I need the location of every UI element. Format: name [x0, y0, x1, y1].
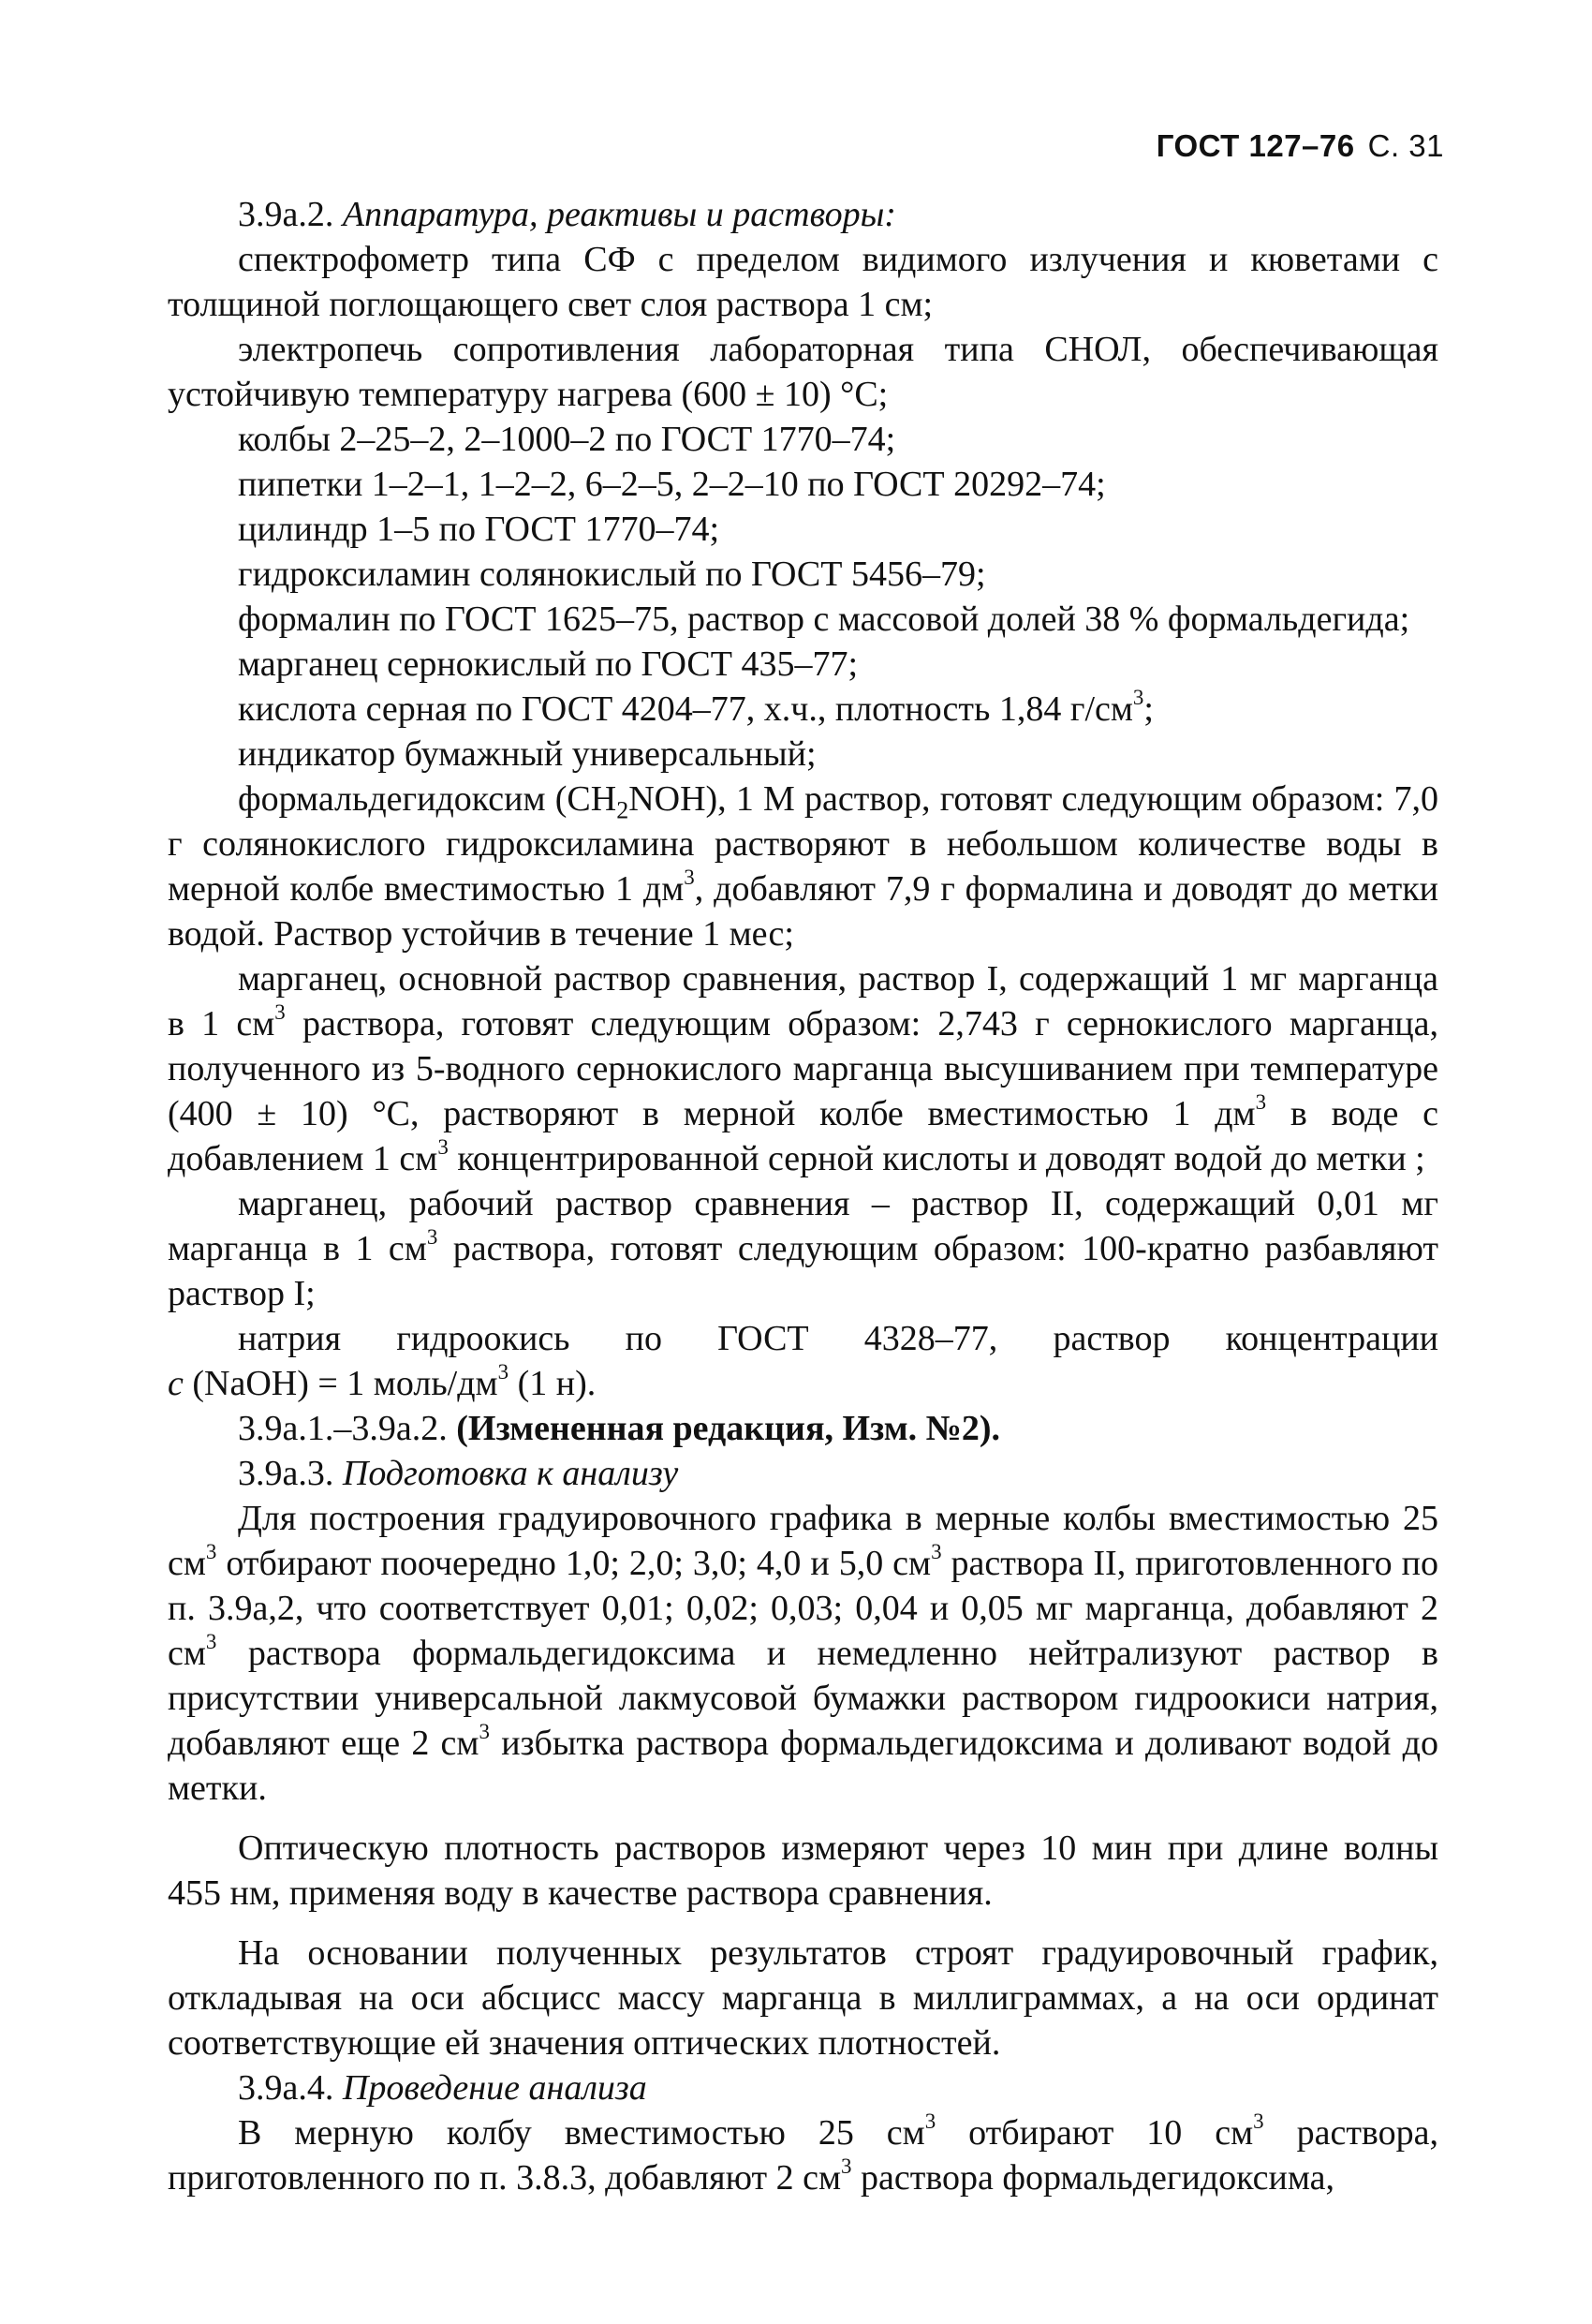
- list-item-working-solution-ii: [168, 1181, 1438, 1316]
- text-run: формальдегидоксим (CH: [238, 779, 617, 819]
- page-header: [1157, 128, 1444, 164]
- text-run: отбирают поочередно 1,0; 2,0; 3,0; 4,0 и 5,0 см: [216, 1544, 932, 1583]
- section-heading-3-9a-3: [168, 1451, 1438, 1496]
- list-item-sodium-hydroxide-cont: [168, 1361, 1438, 1406]
- section-title: Проведение анализа: [342, 2068, 647, 2108]
- text-run: концентрированной серной кислоты и доводят водой до метки ;: [448, 1139, 1425, 1178]
- text-run: раствора, готовят следующим образом: 100-кратно разбавляют раствор I;: [168, 1229, 1439, 1313]
- superscript: 3: [1255, 1090, 1267, 1115]
- text-run: избытка раствора формальдегидоксима и доливают водой до метки.: [168, 1724, 1438, 1808]
- superscript: 3: [684, 866, 695, 890]
- list-item-furnace: электропечь сопротивления лабораторная типа СНОЛ, обеспечивающая устойчивую температуру нагрева (600 ± 10) °С;: [168, 330, 1438, 414]
- list-item-cylinder: цилиндр 1–5 по ГОСТ 1770–74;: [238, 510, 720, 549]
- text-run: раствора II, приготовленного по п. 3.9а,2, что соответствует 0,01; 0,02; 0,03; 0,04 и 0,05 мг марганца, добавляют 2 см: [168, 1544, 1438, 1673]
- text-run: марганец, основной раствор сравнения, раствор I, содержащий 1 мг марганца в 1 см: [168, 959, 1438, 1044]
- list-item-sodium-hydroxide: [168, 1316, 1438, 1361]
- document-body: [168, 192, 1438, 2200]
- list-item-manganese-sulfate: марганец сернокислый по ГОСТ 435–77;: [238, 644, 859, 684]
- paragraph-graph: На основании полученных результатов строят градуировочный график, откладывая на оси абсцисс массу марганца в миллиграммах, а на оси ординат соответствующие ей значения оптических плотностей.: [168, 1933, 1438, 2063]
- superscript: 3: [931, 1540, 942, 1564]
- list-item-hydroxylamine: гидроксиламин солянокислый по ГОСТ 5456–79;: [238, 555, 986, 594]
- superscript: 3: [437, 1135, 449, 1160]
- text-run: NOH), 1 М раствор, готовят следующим образом: 7,0 г солянокислого гидроксиламина растворяют в небольшом количестве воды в мерной колбе вместимостью 1 дм: [168, 779, 1438, 909]
- subscript: 2: [616, 796, 629, 824]
- section-heading-3-9a-4: [168, 2065, 1438, 2110]
- text-run: (NaOH) = 1 моль/дм: [183, 1364, 498, 1403]
- text-run: (1 н).: [509, 1364, 597, 1403]
- text-run: ;: [1143, 689, 1154, 729]
- text-run: натрия гидроокись по ГОСТ 4328–77, раствор концентрации: [238, 1319, 1438, 1358]
- text-run: раствора формальдегидоксима и немедленно нейтрализуют раствор в присутствии универсальной лакмусовой бумажки раствором гидроокиси натрия, добавляют еще 2 см: [168, 1634, 1438, 1763]
- paragraph-calibration: [168, 1496, 1438, 1811]
- list-item-formalin: формалин по ГОСТ 1625–75, раствор с массовой долей 38 % формальдегида;: [238, 600, 1410, 639]
- text-run: с: [168, 1364, 184, 1403]
- paragraph-optical-density: Оптическую плотность растворов измеряют через 10 мин при длине волны 455 нм, применяя воду в качестве раствора сравнения.: [168, 1828, 1438, 1913]
- edit-note: [168, 1406, 1438, 1451]
- text-run: Для построения градуировочного графика в мерные колбы вместимостью 25 см: [168, 1499, 1438, 1583]
- superscript: 3: [924, 2109, 936, 2134]
- text-run: раствора, приготовленного по п. 3.8.3, добавляют 2 см: [168, 2113, 1438, 2198]
- list-item-flasks: колбы 2–25–2, 2–1000–2 по ГОСТ 1770–74;: [238, 420, 896, 459]
- superscript: 3: [426, 1225, 438, 1250]
- edit-note-text: (Измененная редакция, Изм. №2).: [456, 1409, 1001, 1448]
- text-run: отбирают 10 см: [936, 2113, 1254, 2153]
- text-run: В мерную колбу вместимостью 25 см: [238, 2113, 925, 2153]
- superscript: 3: [1253, 2109, 1264, 2134]
- text-run: в воде с добавлением 1 см: [168, 1094, 1438, 1178]
- section-number: 3.9а.3.: [238, 1454, 334, 1493]
- superscript: 3: [205, 1540, 217, 1564]
- list-item-indicator: индикатор бумажный универсальный;: [238, 734, 817, 774]
- page-number: С. 31: [1367, 128, 1444, 163]
- section-heading-3-9a-2: [168, 192, 1438, 237]
- superscript: 3: [274, 1000, 286, 1025]
- list-item-spectrophotometer: спектрофометр типа СФ с пределом видимого излучения и кюветами с толщиной поглощающего свет слоя раствора 1 см;: [168, 240, 1438, 324]
- superscript: 3: [479, 1720, 490, 1744]
- text-run: кислота серная по ГОСТ 4204–77, х.ч., плотность 1,84 г/см: [238, 689, 1133, 729]
- text-run: , добавляют 7,9 г формалина и доводят до метки водой. Раствор устойчив в течение 1 мес;: [168, 869, 1438, 954]
- superscript: 3: [1132, 686, 1144, 710]
- standard-number: ГОСТ 127–76: [1156, 128, 1355, 163]
- text-run: раствора, готовят следующим образом: 2,743 г сернокислого марганца, полученного из 5-водного сернокислого марганца высушиванием при температуре (400 ± 10) °С, растворяют в мерной колбе вместимостью 1 дм: [168, 1004, 1438, 1133]
- list-item-pipettes: пипетки 1–2–1, 1–2–2, 6–2–5, 2–2–10 по ГОСТ 20292–74;: [238, 465, 1106, 504]
- text-run: раствора формальдегидоксима,: [851, 2158, 1335, 2198]
- text-run: марганец, рабочий раствор сравнения – раствор II, содержащий 0,01 мг марганца в 1 см: [168, 1184, 1438, 1268]
- section-title: Аппаратура, реактивы и растворы:: [342, 195, 896, 234]
- edit-note-number: 3.9а.1.–3.9а.2.: [238, 1409, 448, 1448]
- section-number: 3.9а.2.: [238, 195, 334, 234]
- section-title: Подготовка к анализу: [342, 1454, 679, 1493]
- list-item-sulfuric-acid: [168, 687, 1438, 732]
- paragraph-analysis: [168, 2110, 1438, 2200]
- list-item-formaldoxime: [168, 777, 1438, 956]
- list-item-stock-solution-i: [168, 956, 1438, 1181]
- section-number: 3.9а.4.: [238, 2068, 334, 2108]
- superscript: 3: [205, 1630, 217, 1654]
- superscript: 3: [841, 2154, 852, 2179]
- superscript: 3: [497, 1360, 509, 1384]
